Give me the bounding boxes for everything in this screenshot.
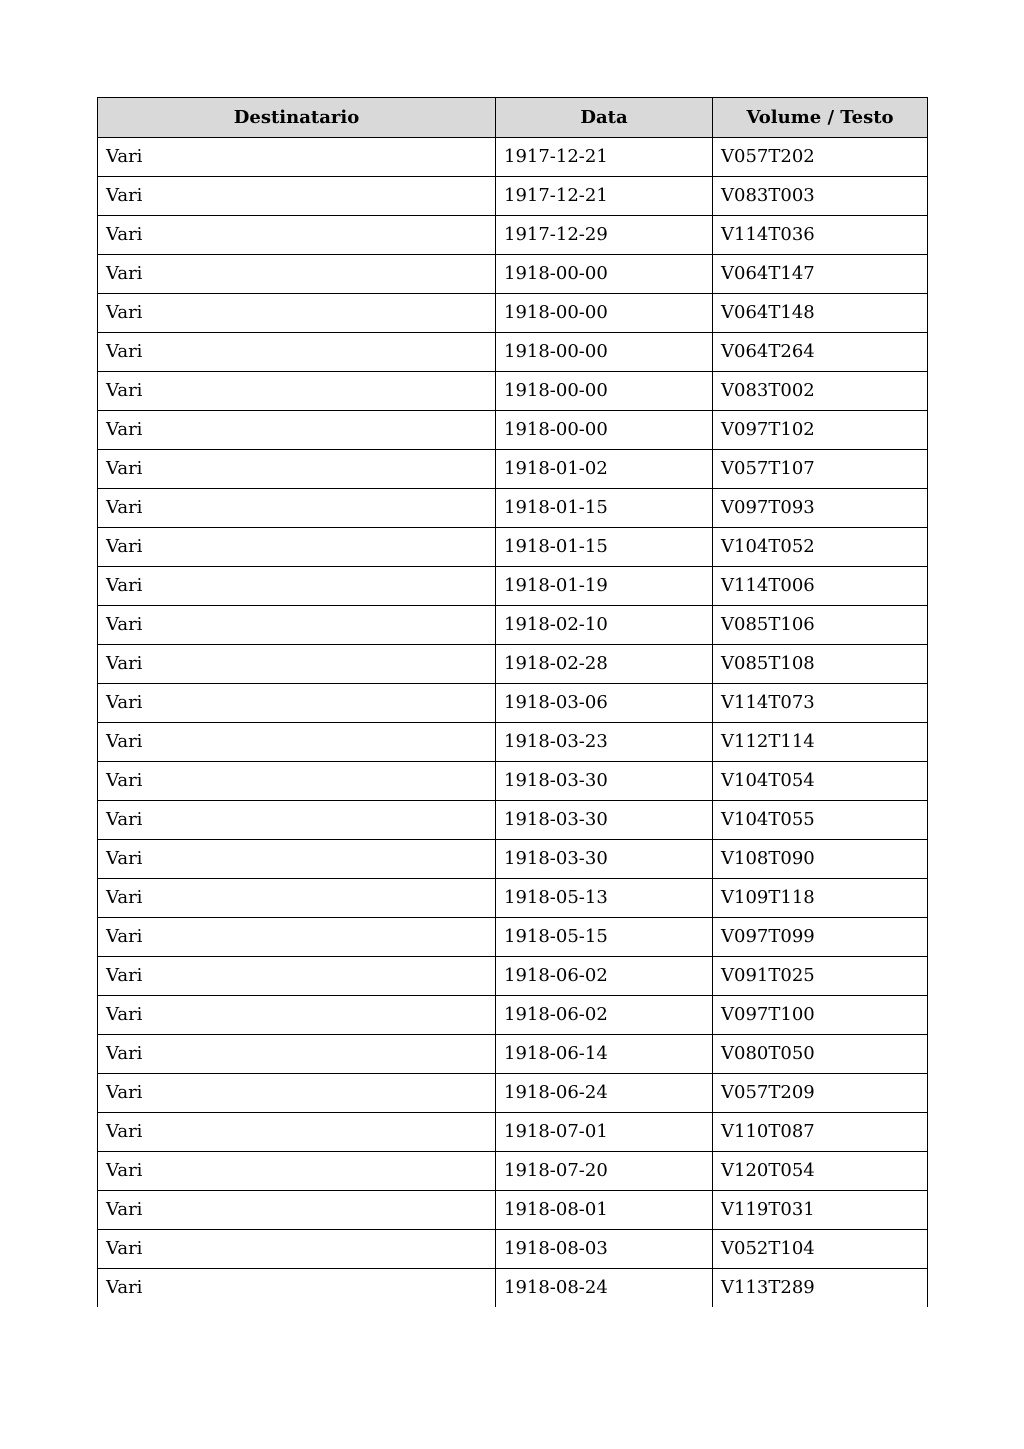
date-cell: 1918-02-10 — [496, 606, 713, 645]
destinatario-cell: Vari — [98, 801, 496, 840]
date-cell: 1918-01-19 — [496, 567, 713, 606]
date-cell: 1918-08-01 — [496, 1191, 713, 1230]
table-row — [98, 528, 928, 567]
volume-testo-cell: V057T107 — [713, 450, 928, 489]
table-row — [98, 411, 928, 450]
volume-testo-cell: V108T090 — [713, 840, 928, 879]
table-row — [98, 372, 928, 411]
volume-testo-cell: V109T118 — [713, 879, 928, 918]
volume-testo-cell: V113T289 — [713, 1269, 928, 1308]
destinatario-cell: Vari — [98, 1152, 496, 1191]
destinatario-cell: Vari — [98, 216, 496, 255]
table-row — [98, 801, 928, 840]
volume-testo-cell: V114T036 — [713, 216, 928, 255]
table-row — [98, 138, 928, 177]
table-row — [98, 723, 928, 762]
date-cell: 1918-08-24 — [496, 1269, 713, 1308]
volume-testo-cell: V083T003 — [713, 177, 928, 216]
volume-testo-cell: V097T102 — [713, 411, 928, 450]
table-row — [98, 1230, 928, 1269]
table-row — [98, 255, 928, 294]
volume-testo-cell: V120T054 — [713, 1152, 928, 1191]
volume-testo-cell: V080T050 — [713, 1035, 928, 1074]
destinatario-cell: Vari — [98, 1035, 496, 1074]
table-header — [98, 98, 928, 138]
destinatario-cell: Vari — [98, 333, 496, 372]
table-row — [98, 996, 928, 1035]
destinatario-cell: Vari — [98, 567, 496, 606]
destinatario-cell: Vari — [98, 1191, 496, 1230]
header-row — [98, 98, 928, 138]
date-cell: 1918-00-00 — [496, 294, 713, 333]
table-row — [98, 216, 928, 255]
volume-testo-cell: V114T073 — [713, 684, 928, 723]
table-row — [98, 567, 928, 606]
destinatario-cell: Vari — [98, 294, 496, 333]
date-cell: 1918-00-00 — [496, 333, 713, 372]
date-cell: 1918-02-28 — [496, 645, 713, 684]
date-cell: 1918-08-03 — [496, 1230, 713, 1269]
date-cell: 1918-00-00 — [496, 411, 713, 450]
column-header-destinatario: Destinatario — [98, 98, 496, 138]
destinatario-cell: Vari — [98, 372, 496, 411]
destinatario-cell: Vari — [98, 489, 496, 528]
date-cell: 1917-12-21 — [496, 138, 713, 177]
table-row — [98, 1074, 928, 1113]
table-row — [98, 684, 928, 723]
date-cell: 1917-12-29 — [496, 216, 713, 255]
table-row — [98, 489, 928, 528]
destinatario-cell: Vari — [98, 1230, 496, 1269]
table-row — [98, 177, 928, 216]
destinatario-cell: Vari — [98, 957, 496, 996]
date-cell: 1918-03-30 — [496, 801, 713, 840]
date-cell: 1918-05-15 — [496, 918, 713, 957]
destinatario-cell: Vari — [98, 762, 496, 801]
date-cell: 1917-12-21 — [496, 177, 713, 216]
volume-testo-cell: V104T052 — [713, 528, 928, 567]
date-cell: 1918-06-24 — [496, 1074, 713, 1113]
date-cell: 1918-00-00 — [496, 255, 713, 294]
table-row — [98, 606, 928, 645]
volume-testo-cell: V097T093 — [713, 489, 928, 528]
table-row — [98, 1113, 928, 1152]
date-cell: 1918-05-13 — [496, 879, 713, 918]
destinatario-cell: Vari — [98, 528, 496, 567]
date-cell: 1918-06-02 — [496, 957, 713, 996]
date-cell: 1918-07-20 — [496, 1152, 713, 1191]
volume-testo-cell: V104T055 — [713, 801, 928, 840]
table-row — [98, 1269, 928, 1308]
date-cell: 1918-06-14 — [496, 1035, 713, 1074]
volume-testo-cell: V057T209 — [713, 1074, 928, 1113]
destinatario-cell: Vari — [98, 411, 496, 450]
table-row — [98, 1152, 928, 1191]
table-row — [98, 333, 928, 372]
volume-testo-cell: V064T148 — [713, 294, 928, 333]
destinatario-cell: Vari — [98, 645, 496, 684]
destinatario-cell: Vari — [98, 918, 496, 957]
volume-testo-cell: V091T025 — [713, 957, 928, 996]
table-body — [98, 138, 928, 1308]
destinatario-cell: Vari — [98, 684, 496, 723]
destinatario-cell: Vari — [98, 996, 496, 1035]
table-row — [98, 918, 928, 957]
volume-testo-cell: V085T106 — [713, 606, 928, 645]
table-row — [98, 957, 928, 996]
date-cell: 1918-03-30 — [496, 762, 713, 801]
volume-testo-cell: V057T202 — [713, 138, 928, 177]
table-row — [98, 294, 928, 333]
destinatario-cell: Vari — [98, 606, 496, 645]
destinatario-cell: Vari — [98, 1269, 496, 1308]
table-row — [98, 450, 928, 489]
destinatario-cell: Vari — [98, 177, 496, 216]
column-header-data: Data — [496, 98, 713, 138]
volume-testo-cell: V097T100 — [713, 996, 928, 1035]
destinatario-cell: Vari — [98, 255, 496, 294]
volume-testo-cell: V119T031 — [713, 1191, 928, 1230]
volume-testo-cell: V085T108 — [713, 645, 928, 684]
date-cell: 1918-03-23 — [496, 723, 713, 762]
destinatario-cell: Vari — [98, 1074, 496, 1113]
column-header-volume-testo: Volume / Testo — [713, 98, 928, 138]
volume-testo-cell: V052T104 — [713, 1230, 928, 1269]
volume-testo-cell: V083T002 — [713, 372, 928, 411]
volume-testo-cell: V097T099 — [713, 918, 928, 957]
volume-testo-cell: V112T114 — [713, 723, 928, 762]
date-cell: 1918-07-01 — [496, 1113, 713, 1152]
destinatario-cell: Vari — [98, 879, 496, 918]
table-row — [98, 879, 928, 918]
records-table — [97, 97, 928, 1307]
table-row — [98, 1035, 928, 1074]
volume-testo-cell: V114T006 — [713, 567, 928, 606]
destinatario-cell: Vari — [98, 450, 496, 489]
table-row — [98, 645, 928, 684]
volume-testo-cell: V104T054 — [713, 762, 928, 801]
table-row — [98, 840, 928, 879]
date-cell: 1918-00-00 — [496, 372, 713, 411]
date-cell: 1918-01-02 — [496, 450, 713, 489]
destinatario-cell: Vari — [98, 840, 496, 879]
destinatario-cell: Vari — [98, 138, 496, 177]
volume-testo-cell: V064T147 — [713, 255, 928, 294]
table-row — [98, 762, 928, 801]
volume-testo-cell: V110T087 — [713, 1113, 928, 1152]
date-cell: 1918-01-15 — [496, 489, 713, 528]
table-row — [98, 1191, 928, 1230]
volume-testo-cell: V064T264 — [713, 333, 928, 372]
date-cell: 1918-06-02 — [496, 996, 713, 1035]
date-cell: 1918-03-06 — [496, 684, 713, 723]
date-cell: 1918-03-30 — [496, 840, 713, 879]
date-cell: 1918-01-15 — [496, 528, 713, 567]
destinatario-cell: Vari — [98, 723, 496, 762]
destinatario-cell: Vari — [98, 1113, 496, 1152]
